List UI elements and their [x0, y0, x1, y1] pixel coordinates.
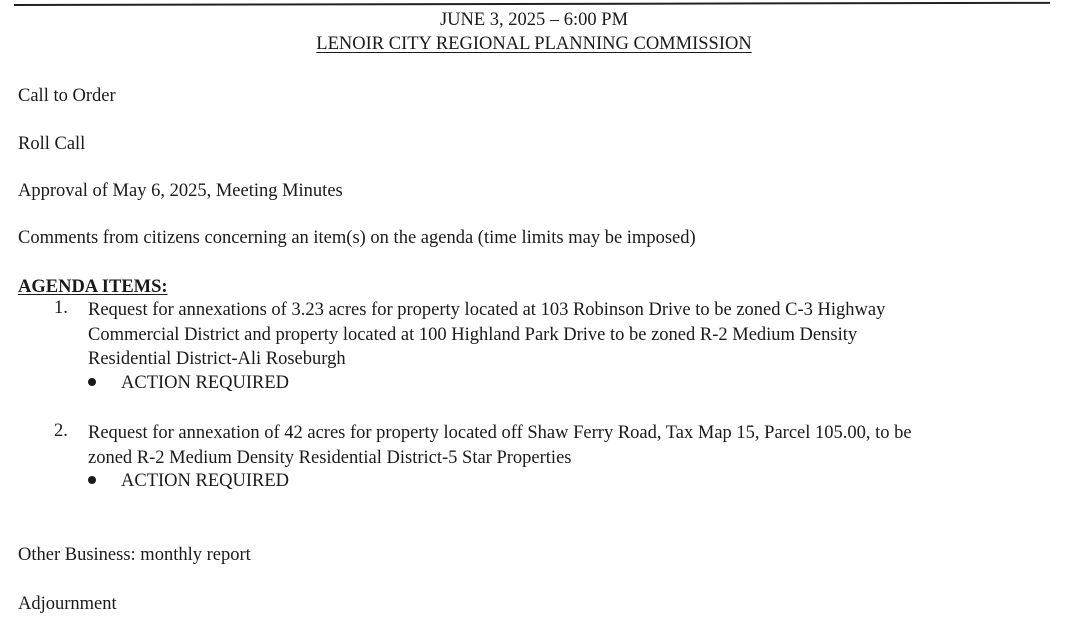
top-rule	[14, 2, 1050, 6]
approval-of-minutes: Approval of May 6, 2025, Meeting Minutes	[18, 181, 343, 201]
bullet-icon	[88, 476, 96, 484]
citizen-comments: Comments from citizens concerning an item(s) on the agenda (time limits may be imposed)	[18, 228, 696, 248]
description-line: Commercial District and property located at 100 Highland Park Drive to be zoned R-2 Medium Density	[88, 324, 858, 345]
action-required-bullet	[88, 373, 289, 394]
description-line: Request for annexations of 3.23 acres for property located at 103 Robinson Drive to be zoned C-3 Highway	[88, 300, 886, 320]
organization-title-text: LENOIR CITY REGIONAL PLANNING COMMISSION	[316, 34, 752, 54]
description-line: Residential District-Ali Roseburgh	[88, 349, 346, 369]
agenda-item-description	[88, 298, 1038, 372]
other-business: Other Business: monthly report	[18, 545, 251, 565]
description-line: zoned R-2 Medium Density Residential District-5 Star Properties	[88, 447, 572, 468]
adjournment: Adjournment	[18, 594, 117, 614]
agenda-item-number: 1.	[54, 298, 68, 318]
agenda-item-number: 2.	[54, 421, 68, 441]
roll-call: Roll Call	[18, 134, 86, 154]
action-required-bullet	[88, 471, 289, 492]
agenda-items-heading: AGENDA ITEMS:	[18, 277, 168, 297]
meeting-date-time: JUNE 3, 2025 – 6:00 PM	[439, 10, 629, 30]
organization-title	[0, 34, 1068, 55]
description-line: Request for annexation of 42 acres for property located off Shaw Ferry Road, Tax Map 15, Parcel 105.00, to be	[88, 423, 912, 443]
bullet-icon	[88, 378, 96, 386]
call-to-order: Call to Order	[18, 86, 116, 106]
action-required-label: ACTION REQUIRED	[121, 471, 290, 491]
agenda-item-description	[88, 421, 1038, 470]
action-required-label: ACTION REQUIRED	[121, 373, 290, 393]
